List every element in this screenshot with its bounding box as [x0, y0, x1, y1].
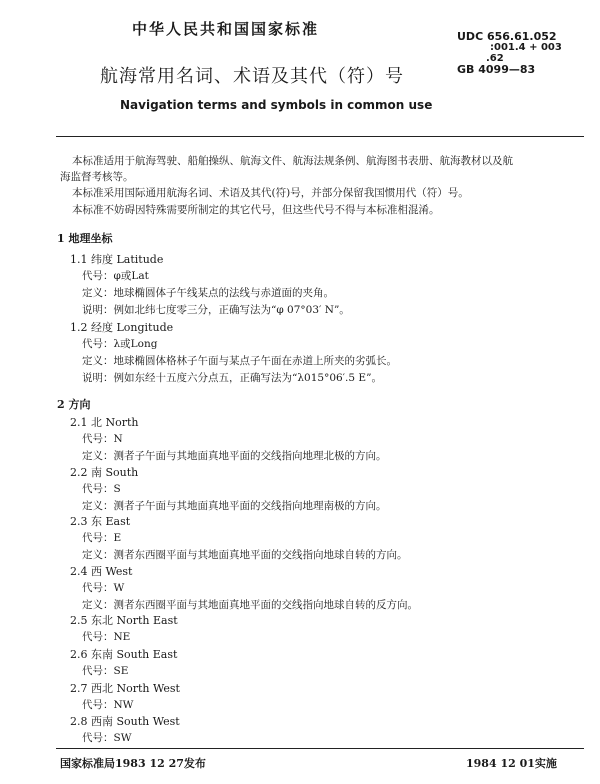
title-chinese: 航海常用名词、术语及其代（符）号 — [100, 66, 404, 87]
item-definition: 定义：测者东西圈平面与其地面真地平面的交线指向地球自转的反方向。 — [82, 599, 418, 611]
item-heading: 2.4 西 West — [70, 565, 133, 578]
item-heading: 1.2 经度 Longitude — [70, 321, 174, 334]
item-symbol: 代号：W — [82, 582, 125, 594]
intro-paragraph-2: 本标准采用国际通用航海名词、术语及其代(符)号，并部分保留我国惯用代（符）号。 — [72, 187, 469, 199]
item-note: 说明：例如东经十五度六分点五，正确写法为“λ015°06′.5 E”。 — [82, 372, 382, 384]
item-definition: 定义：测者子午面与其地面真地平面的交线指向地理南极的方向。 — [82, 500, 387, 512]
effective-date: 1984 12 01实施 — [466, 757, 557, 770]
section-heading: 2 方向 — [57, 398, 91, 411]
item-definition: 定义：测者东西圈平面与其地面真地平面的交线指向地球自转的方向。 — [82, 549, 408, 561]
item-heading: 2.2 南 South — [70, 466, 139, 479]
item-symbol: 代号：φ或Lat — [82, 270, 149, 282]
issuing-authority: 中华人民共和国国家标准 — [132, 20, 320, 38]
item-definition: 定义：地球椭圆体格林子午面与某点子午面在赤道上所夹的劣弧长。 — [82, 355, 397, 367]
item-heading: 1.1 纬度 Latitude — [70, 253, 164, 266]
item-symbol: 代号：SW — [82, 732, 132, 744]
item-heading: 2.1 北 North — [70, 416, 139, 429]
item-heading: 2.8 西南 South West — [70, 715, 180, 728]
item-symbol: 代号：SE — [82, 665, 129, 677]
item-symbol: 代号：E — [82, 532, 122, 544]
intro-paragraph-1-line-2: 海监督考核等。 — [60, 171, 134, 183]
udc-code: UDC 656.61.052 — [457, 30, 557, 43]
item-heading: 2.5 东北 North East — [70, 614, 178, 627]
item-definition: 定义：地球椭圆体子午线某点的法线与赤道面的夹角。 — [82, 287, 334, 299]
item-definition: 定义：测者子午面与其地面真地平面的交线指向地理北极的方向。 — [82, 450, 387, 462]
udc-code-line2: :001.4 + 003 — [490, 42, 562, 53]
section-heading: 1 地理坐标 — [57, 232, 113, 245]
item-heading: 2.6 东南 South East — [70, 648, 178, 661]
udc-code-line3: .62 — [486, 53, 504, 64]
footer-divider — [56, 748, 584, 749]
item-heading: 2.7 西北 North West — [70, 682, 180, 695]
header-divider — [56, 136, 584, 137]
item-symbol: 代号：λ或Long — [82, 338, 158, 350]
item-note: 说明：例如北纬七度零三分，正确写法为“φ 07°03′ N”。 — [82, 304, 350, 316]
gb-standard-number: GB 4099—83 — [457, 63, 536, 76]
item-symbol: 代号：NE — [82, 631, 131, 643]
issue-date: 国家标准局1983 12 27发布 — [60, 757, 206, 770]
title-english: Navigation terms and symbols in common use — [120, 98, 433, 112]
item-symbol: 代号：NW — [82, 699, 134, 711]
item-symbol: 代号：S — [82, 483, 121, 495]
intro-paragraph-1-line-1: 本标准适用于航海驾驶、船舶操纵、航海文件、航海法规条例、航海图书表册、航海教材以及航 — [72, 155, 513, 167]
item-heading: 2.3 东 East — [70, 515, 131, 528]
intro-paragraph-3: 本标准不妨碍因特殊需要所制定的其它代号，但这些代号不得与本标准相混淆。 — [72, 204, 440, 216]
item-symbol: 代号：N — [82, 433, 123, 445]
